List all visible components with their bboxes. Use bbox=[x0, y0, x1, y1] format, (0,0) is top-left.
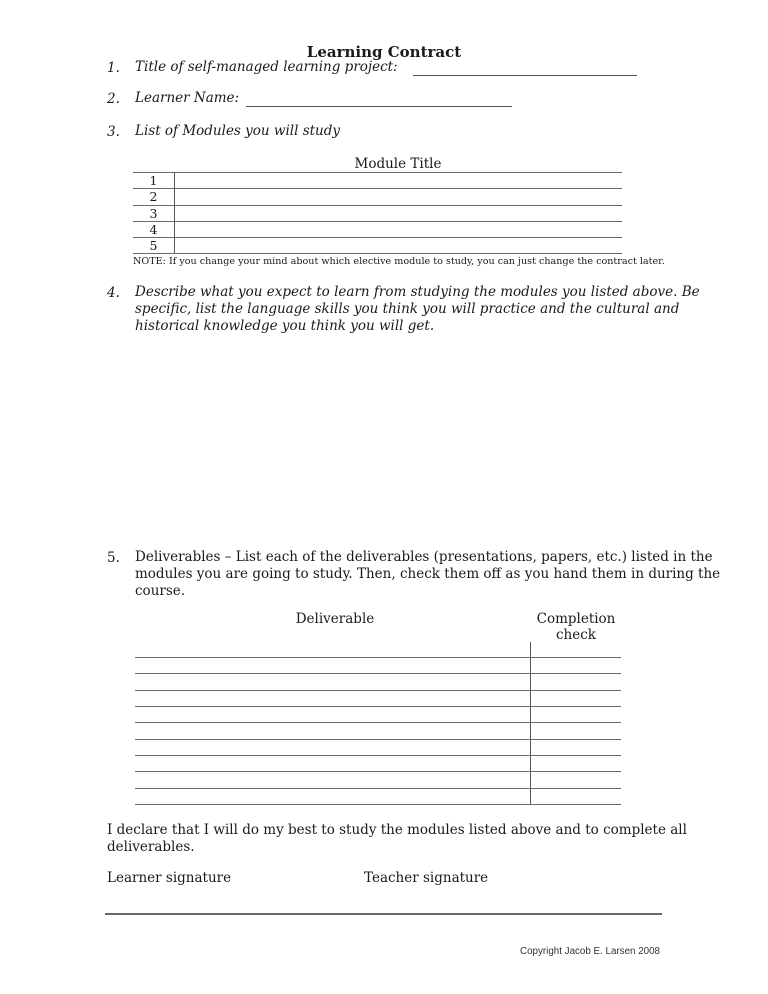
learner-signature-field[interactable] bbox=[107, 888, 347, 910]
module-title-field-2[interactable] bbox=[176, 189, 622, 204]
item-1-number: 1. bbox=[107, 60, 120, 76]
module-title-field-5[interactable] bbox=[176, 238, 622, 253]
module-row-number: 5 bbox=[149, 238, 158, 253]
module-note: NOTE: If you change your mind about which elective module to study, you can just change the contract later. bbox=[133, 256, 665, 267]
module-table-bottom-rule bbox=[133, 253, 622, 254]
deliverable-header: Deliverable bbox=[295, 611, 375, 627]
module-row-number: 4 bbox=[149, 222, 158, 237]
declaration-line-2: deliverables. bbox=[107, 839, 195, 855]
learner-name-field[interactable] bbox=[246, 106, 512, 107]
module-title-header: Module Title bbox=[354, 156, 442, 172]
item-4-line-1: Describe what you expect to learn from studying the modules you listed above. Be bbox=[135, 284, 700, 300]
item-4-number: 4. bbox=[107, 285, 120, 301]
deliverable-row-rule bbox=[135, 804, 621, 805]
declaration-line-1: I declare that I will do my best to study the modules listed above and to complete all bbox=[107, 822, 687, 838]
module-row-number: 2 bbox=[149, 189, 158, 204]
module-title-field-4[interactable] bbox=[176, 222, 622, 237]
item-2-label: Learner Name: bbox=[135, 90, 240, 106]
item-4-line-2: specific, list the language skills you think you will practice and the cultural and bbox=[135, 301, 680, 317]
footer-rule bbox=[105, 913, 662, 915]
item-4-line-3: historical knowledge you think you will get. bbox=[135, 318, 435, 334]
item-5-number: 5. bbox=[107, 550, 120, 566]
copyright-notice: Copyright Jacob E. Larsen 2008 bbox=[520, 946, 660, 957]
item-1-label: Title of self-managed learning project: bbox=[135, 59, 398, 75]
item-2-number: 2. bbox=[107, 91, 120, 107]
completion-header-line-1: Completion bbox=[536, 611, 616, 627]
deliverables-table-divider bbox=[530, 642, 531, 804]
module-title-field-3[interactable] bbox=[176, 206, 622, 221]
document-title: Learning Contract bbox=[306, 43, 462, 61]
teacher-signature-label: Teacher signature bbox=[364, 870, 489, 886]
module-row-number: 1 bbox=[149, 173, 158, 188]
item-3-label: List of Modules you will study bbox=[135, 123, 341, 139]
module-row-number: 3 bbox=[149, 206, 158, 221]
learner-signature-label: Learner signature bbox=[107, 870, 232, 886]
learning-expectations-area[interactable] bbox=[135, 340, 635, 540]
completion-check-fields[interactable] bbox=[532, 642, 621, 804]
teacher-signature-field[interactable] bbox=[364, 888, 604, 910]
module-table-divider bbox=[174, 172, 175, 253]
deliverable-entry-fields[interactable] bbox=[135, 642, 529, 804]
item-5-line-3: course. bbox=[135, 583, 186, 599]
item-5-line-1: Deliverables – List each of the deliverables (presentations, papers, etc.) listed in the bbox=[135, 549, 713, 565]
project-title-field[interactable] bbox=[413, 75, 637, 76]
completion-header-line-2: check bbox=[556, 627, 596, 643]
item-3-number: 3. bbox=[107, 124, 120, 140]
item-5-line-2: modules you are going to study. Then, check them off as you hand them in during the bbox=[135, 566, 721, 582]
module-title-field-1[interactable] bbox=[176, 173, 622, 188]
